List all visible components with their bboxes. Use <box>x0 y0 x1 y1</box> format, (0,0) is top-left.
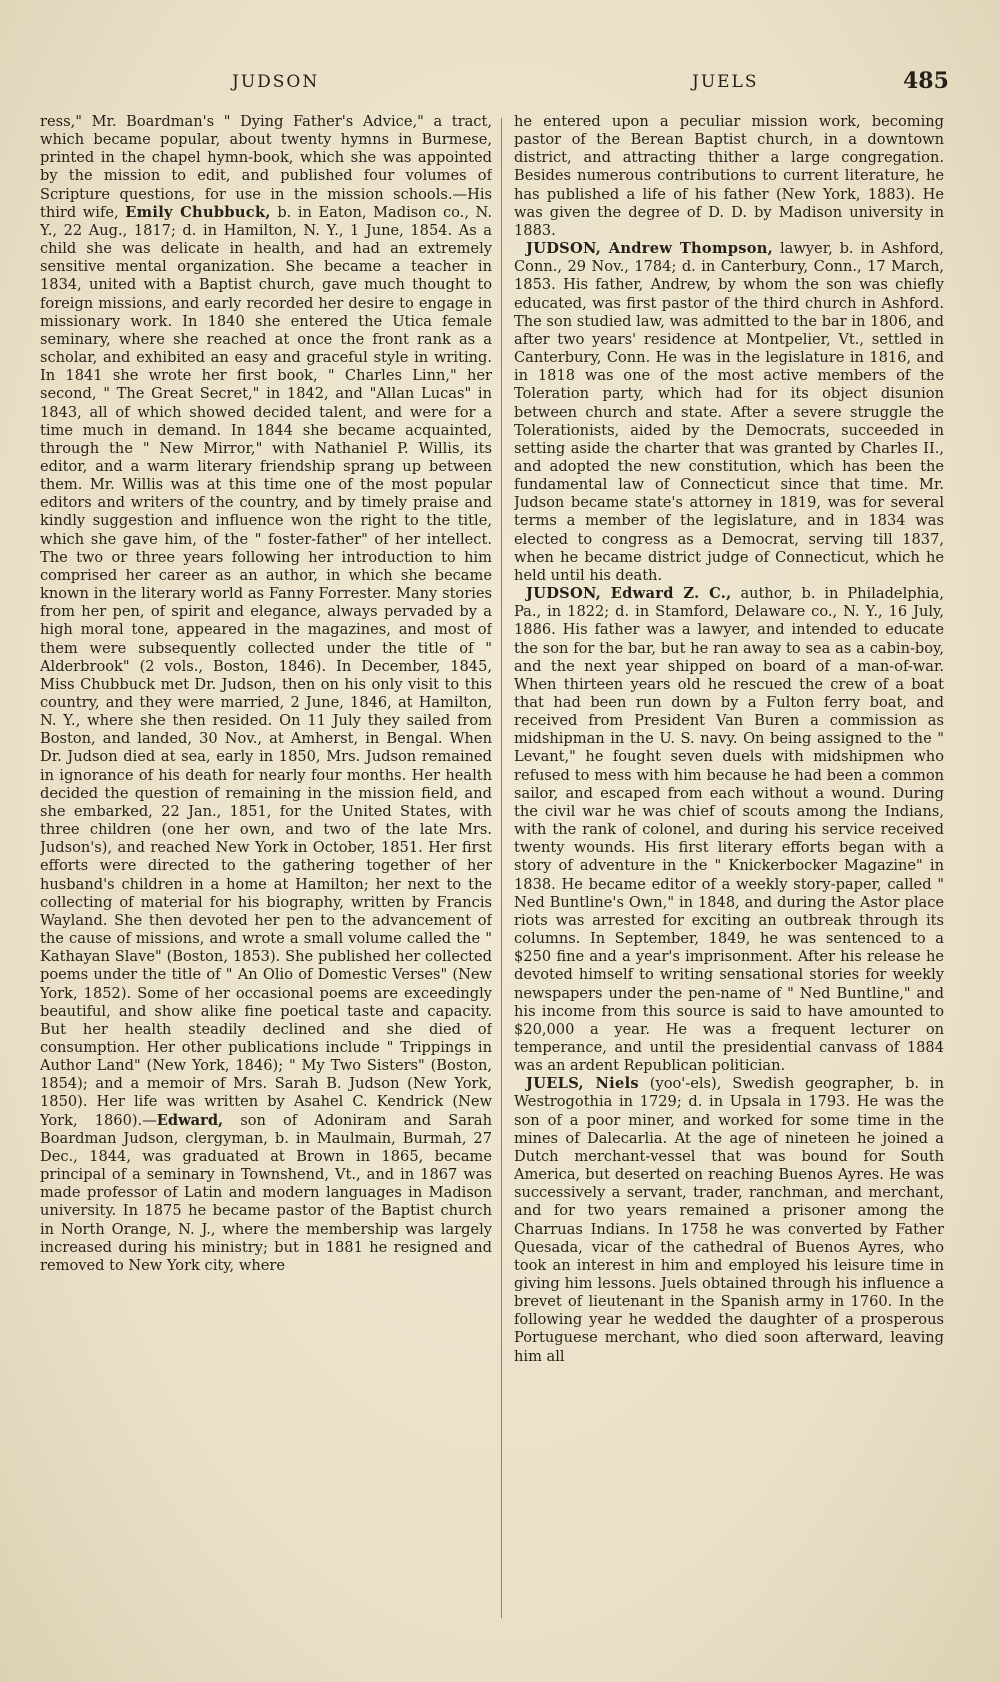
entry-text: (yoo'-els), Swedish geographer, b. in Westrogothia in 1729; d. in Upsala in 1793. He was the son of a poor miner, and worked for some time in the mines of Dalecarlia. At the age of nineteen he joined a Dutch merchant-vessel that was bound for South America, but deserted on reaching Buenos Ayres. He was successively a servant, trader, ranchman, and merchant, and for two years remained a prisoner among the Charruas Indians. In 1758 he was converted by Father Quesada, vicar of the cathedral of Buenos Ayres, who took an interest in him and employed his leisure time in giving him lessons. Juels obtained through his influence a brevet of lieutenant in the Spanish army in 1760. In the following year he wedded the daughter of a prosperous Portuguese merchant, who died soon afterward, leaving him all <box>514 1075 944 1365</box>
column-divider <box>501 118 502 1618</box>
entry-edward-z-c-judson <box>514 585 944 1075</box>
entry-heading: JUDSON, Edward Z. C., <box>526 585 732 603</box>
right-column <box>514 113 944 1618</box>
text-run: son of Adoniram and Sarah Boardman Judson, clergyman, b. in Maulmain, Burmah, 27 Dec., 1844, was graduated at Brown in 1865, became principal of a seminary in Townshend, Vt., and in 1867 was made professor of Latin and modern languages in Madison university. In 1875 he became pastor of the Baptist church in North Orange, N. J., where the membership was largely increased during his ministry; but in 1881 he resigned and removed to New York city, where <box>40 1111 492 1274</box>
left-paragraph <box>40 113 492 1275</box>
header-left-word: JUDSON <box>232 72 320 92</box>
page-number: 485 <box>903 68 949 94</box>
left-column <box>40 113 492 1618</box>
entry-text: lawyer, b. in Ashford, Conn., 29 Nov., 1784; d. in Canterbury, Conn., 17 March, 1853. His father, Andrew, by whom the son was chiefly educated, was first pastor of the third church in Ashford. The son studied law, was admitted to the bar in 1806, and after two years' residence at Montpelier, Vt., settled in Canterbury, Conn. He was in the legislature in 1816, and in 1818 was one of the most active members of the Toleration party, which had for its object disunion between church and state. After a severe struggle the Tolerationists, aided by the Democrats, succeeded in setting aside the charter that was granted by Charles II., and adopted the new constitution, which has been the fundamental law of Connecticut since that time. Mr. Judson became state's attorney in 1819, was for several terms a member of the legislature, and in 1834 was elected to congress as a Democrat, serving till 1837, when he became district judge of Connecticut, which he held until his death. <box>514 240 944 584</box>
right-paragraph-continuation: he entered upon a peculiar mission work, becoming pastor of the Berean Baptist church, in a downtown district, and attracting thither a large congregation. Besides numerous contributions to current literature, he has published a life of his father (New York, 1883). He was given the degree of D. D. by Madison university in 1883. <box>514 113 944 239</box>
text-run: b. in Eaton, Madison co., N. Y., 22 Aug., 1817; d. in Hamilton, N. Y., 1 June, 1854. As a child she was delicate in health, and had an extremely sensitive mental organization. She became a teacher in 1834, united with a Baptist church, gave much thought to foreign missions, and early recorded her desire to engage in missionary work. In 1840 she entered the Utica female seminary, where she reached at once the front rank as a scholar, and exhibited an easy and graceful style in writing. In 1841 she wrote her first book, " Charles Linn," her second, " The Great Secret," in 1842, and "Allan Lucas" in 1843, all of which showed decided talent, and were for a time much in demand. In 1844 she became acquainted, through the " New Mirror," with Nathaniel P. Willis, its editor, and a warm literary friendship sprang up between them. Mr. Willis was at this time one of the most popular editors and writers of the country, and by timely praise and kindly suggestion and influence won the right to the title, which she gave him, of the " foster-father" of her intellect. The two or three years following her introduction to him comprised her career as an author, in which she became known in the literary world as Fanny Forrester. Many stories from her pen, of spirit and elegance, always pervaded by a high moral tone, appeared in the magazines, and most of them were subsequently collected under the title of " Alderbrook" (2 vols., Boston, 1846). In December, 1845, Miss Chubbuck met Dr. Judson, then on his only visit to this country, and they were married, 2 June, 1846, at Hamilton, N. Y., where she then resided. On 11 July they sailed from Boston, and landed, 30 Nov., at Amherst, in Bengal. When Dr. Judson died at sea, early in 1850, Mrs. Judson remained in ignorance of his death for nearly four months. Her health decided the question of remaining in the mission field, and she embarked, 22 Jan., 1851, for the United States, with three children (one her own, and two of the late Mrs. Judson's), and reached New York in October, 1851. Her first efforts were directed to the gathering together of her husband's children in a home at Hamilton; her next to the collecting of material for his biography, written by Francis Wayland. She then devoted her pen to the advancement of the cause of missions, and wrote a small volume called the " Kathayan Slave" (Boston, 1853). She published her collected poems under the title of " An Olio of Domestic Verses" (New York, 1852). Some of her occasional poems are exceedingly beautiful, and show alike fine poetical taste and capacity. But her health steadily declined and she died of consumption. Her other publications include " Trippings in Author Land" (New York, 1846); " My Two Sisters" (Boston, 1854); and a memoir of Mrs. Sarah B. Judson (New York, 1850). Her life was written by Asahel C. Kendrick (New York, 1860).— <box>40 203 492 1129</box>
header-right-word: JUELS <box>692 72 759 92</box>
entry-name-edward: Edward, <box>156 1111 224 1129</box>
entry-heading: JUELS, Niels <box>526 1075 639 1093</box>
entry-text: author, b. in Philadelphia, Pa., in 1822; d. in Stamford, Delaware co., N. Y., 16 July, 1886. His father was a lawyer, and intended to educate the son for the bar, but he ran away to sea as a cabin-boy, and the next year shipped on board of a man-of-war. When thirteen years old he rescued the crew of a boat that had been run down by a Fulton ferry boat, and received from President Van Buren a commission as midshipman in the U. S. navy. On being assigned to the " Levant," he fought seven duels with midshipmen who refused to mess with him because he had been a common sailor, and escaped from each without a wound. During the civil war he was chief of scouts among the Indians, with the rank of colonel, and during his service received twenty wounds. His first literary efforts began with a story of adventure in the " Knickerbocker Magazine" in 1838. He became editor of a weekly story-paper, called " Ned Buntline's Own," in 1848, and during the Astor place riots was arrested for exciting an outbreak through its columns. In September, 1849, he was sentenced to a $250 fine and a year's imprisonment. After his release he devoted himself to writing sensational stories for weekly newspapers under the pen-name of " Ned Buntline," and his income from this source is said to have amounted to $20,000 a year. He was a frequent lecturer on temperance, and until the presidential canvass of 1884 was an ardent Republican politician. <box>514 585 944 1075</box>
entry-niels-juels <box>514 1075 944 1366</box>
entry-name-emily-chubbuck: Emily Chubbuck, <box>125 203 271 221</box>
text-run: ress," Mr. Boardman's " Dying Father's Advice," a tract, which became popular, about twenty hymns in Burmese, printed in the chapel hymn-book, which she was appointed by the mission to edit, and published four volumes of Scripture questions, for use in the mission schools.—His third wife, <box>40 113 492 221</box>
entry-andrew-thompson-judson <box>514 240 944 585</box>
entry-heading: JUDSON, Andrew Thompson, <box>526 240 774 258</box>
running-header <box>0 68 1000 108</box>
